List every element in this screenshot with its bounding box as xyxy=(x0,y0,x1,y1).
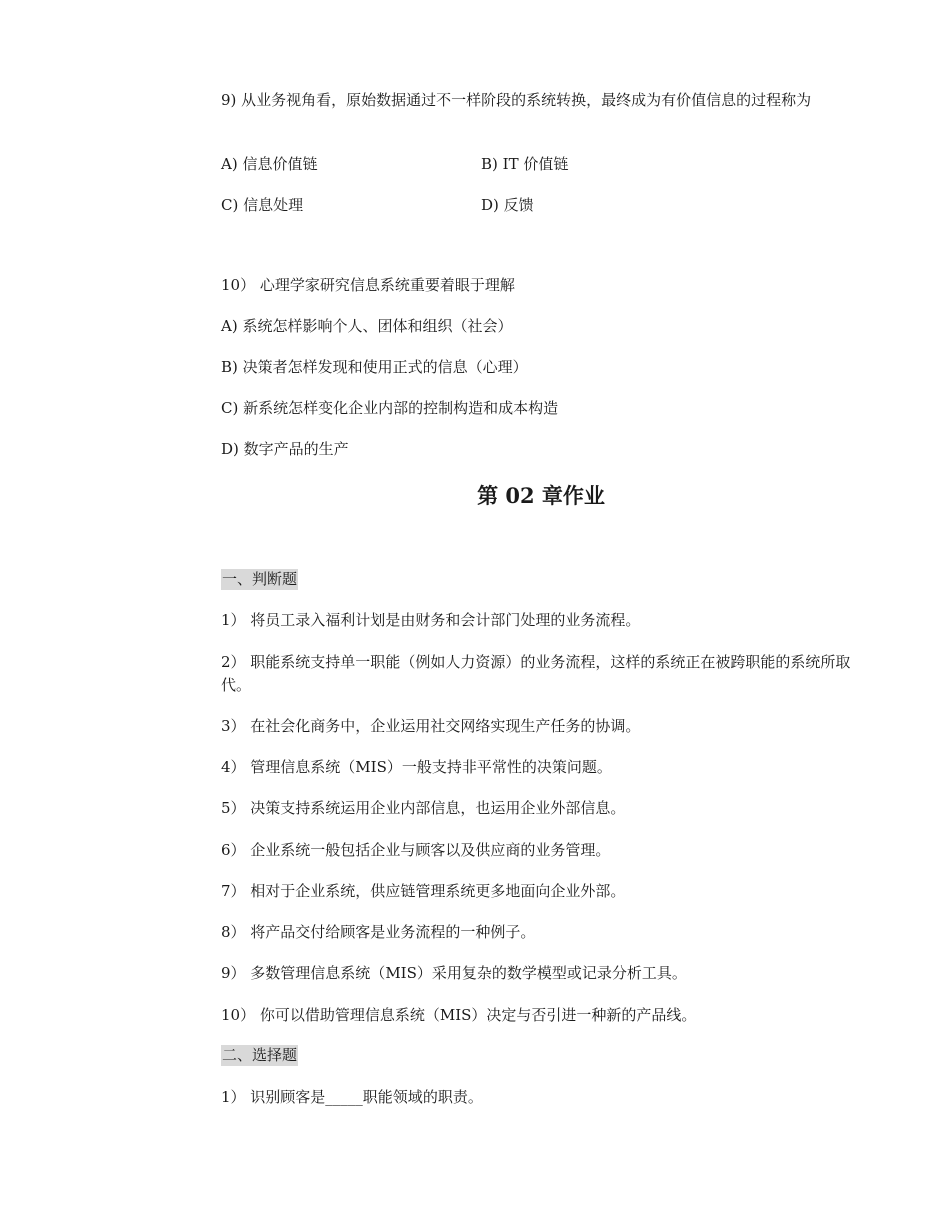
judgment-item-6: 6） 企业系统一般包括企业与顾客以及供应商的业务管理。 xyxy=(221,841,611,859)
judgment-item-9: 9） 多数管理信息系统（MIS）采用复杂的数学模型或记录分析工具。 xyxy=(221,964,687,982)
judgment-item-4: 4） 管理信息系统（MIS）一般支持非平常性的决策问题。 xyxy=(221,758,612,776)
question-9-option-a: A) 信息价值链 xyxy=(221,155,318,173)
question-9-option-c: C) 信息处理 xyxy=(221,196,304,214)
judgment-item-8: 8） 将产品交付给顾客是业务流程的一种例子。 xyxy=(221,923,536,941)
choice-item-1: 1） 识别顾客是_____职能领域的职责。 xyxy=(221,1088,483,1106)
judgment-item-7: 7） 相对于企业系统，供应链管理系统更多地面向企业外部。 xyxy=(221,882,626,900)
judgment-item-5: 5） 决策支持系统运用企业内部信息，也运用企业外部信息。 xyxy=(221,799,626,817)
question-9-text: 9) 从业务视角看，原始数据通过不一样阶段的系统转换，最终成为有价值信息的过程称为 xyxy=(221,91,812,109)
section-heading-choice: 二、选择题 xyxy=(222,1046,298,1064)
question-10-text: 10） 心理学家研究信息系统重要着眼于理解 xyxy=(221,276,515,294)
judgment-item-2: 2） 职能系统支持单一职能（例如人力资源）的业务流程，这样的系统正在被跨职能的系统所取代。 xyxy=(221,653,851,694)
question-9-option-d: D) 反馈 xyxy=(481,196,534,214)
chapter-title: 第 02 章作业 xyxy=(477,483,605,508)
question-10-option-a: A) 系统怎样影响个人、团体和组织（社会） xyxy=(221,317,513,335)
judgment-item-3: 3） 在社会化商务中，企业运用社交网络实现生产任务的协调。 xyxy=(221,717,641,735)
question-10-option-c: C) 新系统怎样变化企业内部的控制构造和成本构造 xyxy=(221,399,559,417)
section-heading-judgment: 一、判断题 xyxy=(222,570,298,588)
judgment-item-1: 1） 将员工录入福利计划是由财务和会计部门处理的业务流程。 xyxy=(221,611,641,629)
judgment-item-10: 10） 你可以借助管理信息系统（MIS）决定与否引进一种新的产品线。 xyxy=(221,1006,697,1024)
question-9-option-b: B) IT 价值链 xyxy=(481,155,569,173)
question-10-option-b: B) 决策者怎样发现和使用正式的信息（心理） xyxy=(221,358,528,376)
question-10-option-d: D) 数字产品的生产 xyxy=(221,440,349,458)
